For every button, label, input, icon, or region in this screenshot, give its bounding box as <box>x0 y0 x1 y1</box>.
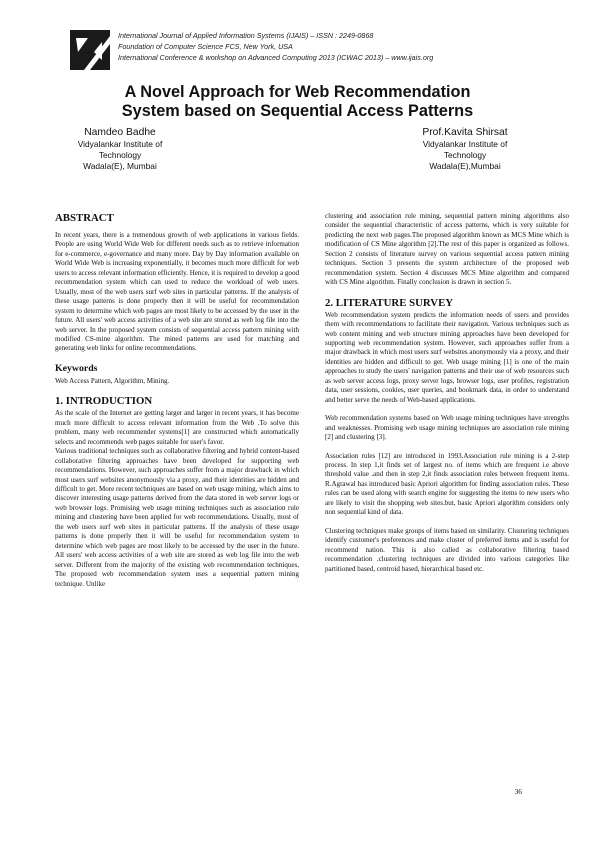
author-city: Wadala(E), Mumbai <box>83 161 157 171</box>
author-2 <box>400 126 530 172</box>
paper-title <box>40 83 555 121</box>
page-number: 36 <box>514 787 522 796</box>
journal-logo-icon <box>70 30 110 70</box>
title-line-2: System based on Sequential Access Patterns <box>121 102 474 120</box>
literature-survey-heading: 2. LITERATURE SURVEY <box>325 296 454 309</box>
keywords-text: Web Access Pattern, Algorithm, Mining. <box>55 376 170 385</box>
author-name: Namdeo Badhe <box>84 127 156 138</box>
author-name: Prof.Kavita Shirsat <box>422 127 508 138</box>
journal-header <box>118 30 538 63</box>
intro-continued-paragraph: clustering and association rule mining, sequential pattern mining algorithms also consider the sequential characteristic of access patterns, which is very suitable for predicting the next web pages.The proposed algorithm known as MCS Mine which is modification of CS Mine algorithm [2].The rest of this paper is organized as follows. Section 2 consists of literature survey on various sequential access pattern mining techniques. Section 3 presents the system architecture of the proposed web recommendation system. Section 4 discusses MCS Mine algorithm and compared with CS Mine algorithm. Finally conclusion is drawn in section 5. <box>325 212 569 287</box>
journal-line-3: International Conference & workshop on Advanced Computing 2013 (ICWAC 2013) – www.ijais.org <box>118 53 434 62</box>
right-column <box>325 212 569 574</box>
literature-paragraph-2: Web recommendation systems based on Web usage mining techniques have strengths and weaknesses. Promising web usage mining techniques are association rule mining [2] and clustering [3]. <box>325 414 569 442</box>
author-city: Wadala(E),Mumbai <box>429 161 501 171</box>
author-institution-cont: Technology <box>443 150 487 160</box>
author-institution: Vidyalankar Institute of <box>422 139 508 149</box>
left-column <box>55 212 299 589</box>
journal-line-2: Foundation of Computer Science FCS, New York, USA <box>118 42 293 51</box>
keywords-heading: Keywords <box>55 362 98 374</box>
intro-paragraph-1: As the scale of the Internet are getting larger and larger in recent years, it has become much more difficult to access relevant information from the Web .To solve this problem, many web recommender systems[1] are constructed which automatically selects and recommends web pages suitable for user's favor. <box>55 409 299 446</box>
author-1 <box>55 126 185 172</box>
journal-line-1: International Journal of Applied Information Systems (IJAIS) – ISSN : 2249-0868 <box>118 31 374 40</box>
title-line-1: A Novel Approach for Web Recommendation <box>124 83 471 101</box>
literature-paragraph-3: Association rules [12] are introduced in 1993.Association rule mining is a 2-step process. In step 1,it finds set of largest no. of items which are frequent i.e above threshold value .and then in step 2,it finds association rules between frequent items. R.Agrawal has introduced basic Apriori algorithm for finding association rules. These rules can be used along with search engine for suggesting the items to new users who are likely to visit the shopping web sites.but, basic Apriori algorithm considers only non sequential kind of data. <box>325 451 569 517</box>
literature-paragraph-1: Web recommendation system predicts the information needs of users and provides them with recommendations to facilitate their navigation. Various techniques such as web content mining and web structure mining approaches have been developed for supporting web recommendation system. However, such approaches suffer from a major drawback in which most users surf websites anonymously via a proxy, and their identities are hidden and difficult to get. Web usage mining [1] is one of the main approaches to study the users' navigation patterns and their use of web resources such as web server access logs, proxy server logs, browser logs, user profiles, registration data, user sessions, cookies, user queries, and bookmark data, in order to understand and better serve the needs of Web-based applications. <box>325 310 569 404</box>
introduction-heading: 1. INTRODUCTION <box>55 395 153 408</box>
author-institution-cont: Technology <box>98 150 142 160</box>
abstract-heading: ABSTRACT <box>55 212 114 224</box>
author-institution: Vidyalankar Institute of <box>77 139 163 149</box>
abstract-text: In recent years, there is a tremendous growth of web applications in various fields. People are using World Wide Web for different needs such as to retrieve information for e-commerce, e-governance and many more. Day by Day information available on World Wide Web is increasing exponentially, it becomes much more difficult for web users to access relevant information efficiently. Hence, it is required to develop a good recommendation system which can used to reduce the workload of web users. Usually, most of the web users surf web sites in particular patterns. If the analysis of these usage patterns is done properly then it will be useful for recommendation system to determine which web pages are most likely to be accessed by the user in the future. All users' web access activities of a web site are stored as web log file into the web server. In the proposed system consists of sequential access pattern mining with modified CS-mine algorithm. The mined patterns are used for matching and generating web links for online recommendations. <box>55 231 299 353</box>
literature-paragraph-4: Clustering techniques make groups of items based on similarity. Clustering techniques identify customer's preferences and make cluster of preferred items and is useful for recommend nation. This is also called as collaborative filtering based recommendation .clustering techniques are divided into various categories like partitioned based, centroid based, hierarchical based etc. <box>325 526 569 573</box>
intro-paragraph-2: Various traditional techniques such as collaborative filtering and hybrid content-based collaborative filtering approaches have been developed for supporting web recommendations. However, such approaches suffer from a major drawback in which most users surf websites anonymously via a proxy, and their identities are hidden and difficult to get. More recent techniques are based on web usage mining, which aims to discover interesting usage patterns derived from the data stored in web server logs or web browser logs. Promising web usage mining techniques such as association rule mining and clustering have been applied for web recommendations. Usually, most of the web users surf web sites in particular patterns. If the analysis of these usage patterns is done properly then it will be useful for recommendation system to determine which web pages are most likely to be accessed by the user in the future. All users' web access activities of a web site are stored as web log file into the web server. Different from the majority of the existing web recommendation techniques, The proposed web recommendation system uses a sequential pattern mining technique. Unlike <box>55 447 299 588</box>
